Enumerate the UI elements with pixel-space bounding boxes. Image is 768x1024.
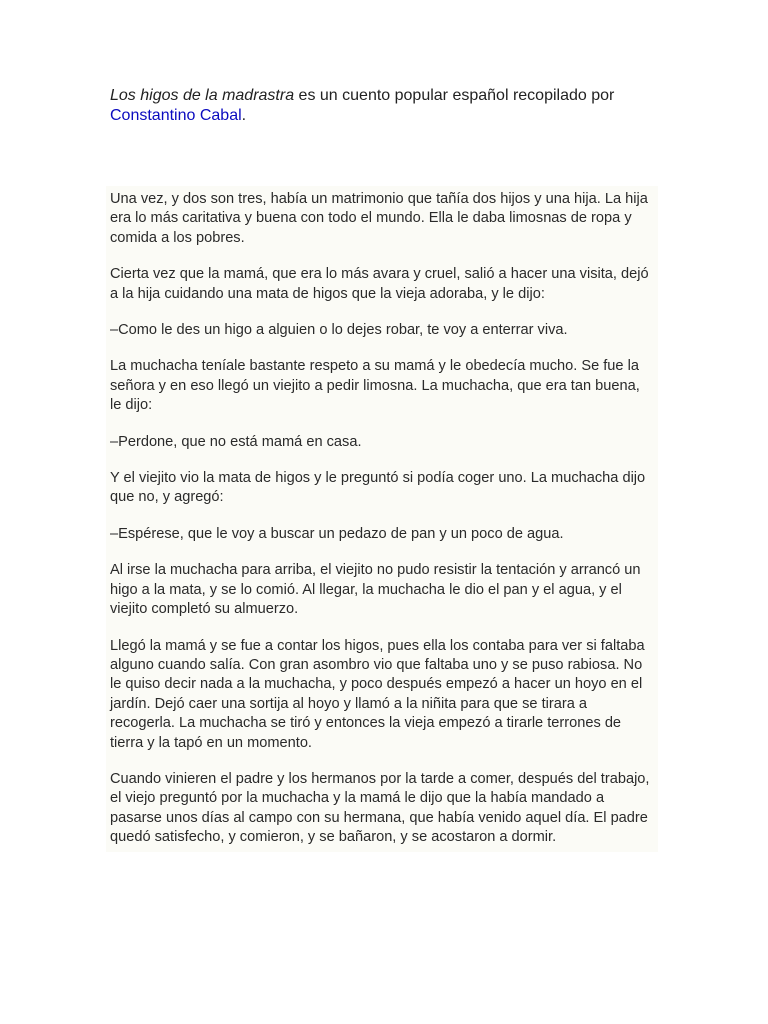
- intro-paragraph: [110, 86, 670, 126]
- story-paragraph-2: Cierta vez que la mamá, que era lo más avara y cruel, salió a hacer una visita, dejó a la hija cuidando una mata de higos que la vieja adoraba, y le dijo:: [110, 266, 649, 302]
- story-paragraph-8: Al irse la muchacha para arriba, el viejito no pudo resistir la tentación y arrancó un higo a la mata, y se lo comió. Al llegar, la muchacha le dio el pan y el agua, y el viejito completó su almuerzo.: [110, 562, 641, 618]
- story-paragraph-9: Llegó la mamá y se fue a contar los higos, pues ella los contaba para ver si faltaba alguno cuando salía. Con gran asombro vio que faltaba uno y se puso rabiosa. No le quiso decir nada a la muchacha, y poco después empezó a hacer un hoyo en el jardín. Dejó caer una sortija al hoyo y llamó a la niñita para que se tirara a recogerla. La muchacha se tiró y entonces la vieja empezó a tirarle terrones de tierra y la tapó en un momento.: [110, 637, 645, 751]
- story-title: Los higos de la madrastra: [110, 87, 295, 104]
- story-paragraph-3: –Como le des un higo a alguien o lo dejes robar, te voy a enterrar viva.: [110, 322, 568, 339]
- story-paragraph-1: Una vez, y dos son tres, había un matrimonio que tañía dos hijos y una hija. La hija era lo más caritativa y buena con todo el mundo. Ella le daba limosnas de ropa y comida a los pobres.: [110, 191, 648, 246]
- story-body: [106, 186, 658, 852]
- story-paragraph-4: La muchacha teníale bastante respeto a su mamá y le obedecía mucho. Se fue la señora y en eso llegó un viejito a pedir limosna. La muchacha, que era tan buena, le dijo:: [110, 358, 640, 414]
- story-paragraph-7: –Espérese, que le voy a buscar un pedazo de pan y un poco de agua.: [110, 525, 564, 542]
- intro-text: es un cuento popular español recopilado por: [294, 87, 615, 104]
- story-paragraph-10: Cuando vinieren el padre y los hermanos por la tarde a comer, después del trabajo, el viejo preguntó por la muchacha y la mamá le dijo que la había mandado a pasarse unos días al campo con su hermana, que había venido aquel día. El padre quedó satisfecho, y comieron, y se bañaron, y se acostaron a dormir.: [110, 770, 650, 846]
- intro-period: .: [241, 107, 247, 124]
- story-paragraph-6: Y el viejito vio la mata de higos y le preguntó si podía coger uno. La muchacha dijo que no, y agregó:: [110, 470, 646, 506]
- story-paragraph-5: –Perdone, que no está mamá en casa.: [110, 433, 362, 450]
- author-link[interactable]: Constantino Cabal: [110, 107, 242, 124]
